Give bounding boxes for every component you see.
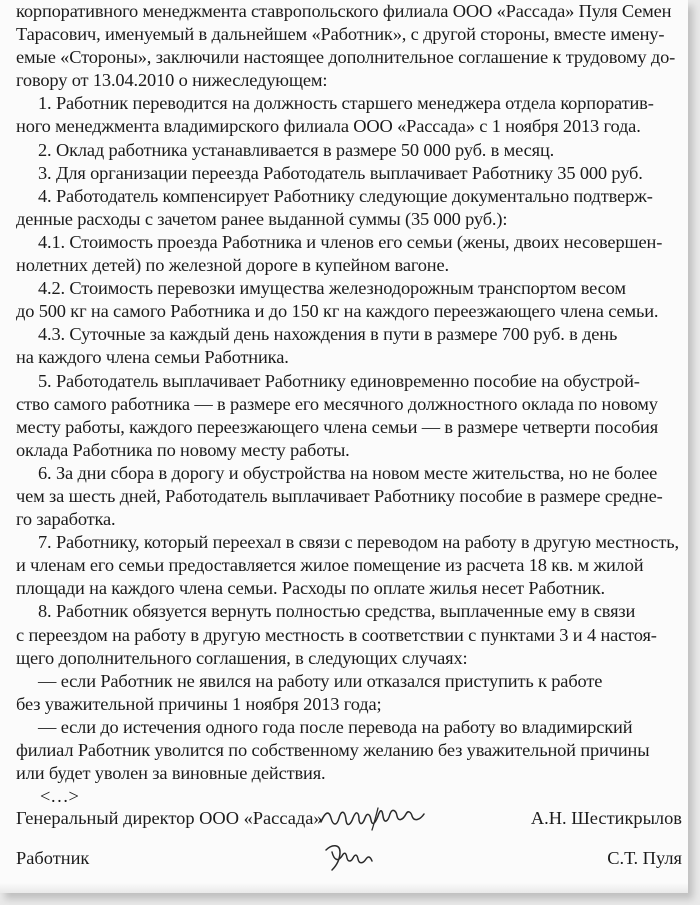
- text-line: без уважительной причины 1 ноября 2013 года;: [16, 693, 382, 714]
- text-line: оклада Работника по новому месту работы.: [16, 439, 350, 460]
- employer-name: А.Н. Шестикрылов: [530, 808, 682, 828]
- text-line: 2. Оклад работника устанавливается в размере 50 000 руб. в месяц.: [38, 139, 555, 160]
- text-line: и членам его семьи предоставляется жилое помещение из расчета 18 кв. м жилой: [16, 555, 644, 576]
- employer-signature-row: [16, 806, 682, 830]
- text-line: 3. Для организации переезда Работодатель выплачивает Работнику 35 000 руб.: [38, 162, 643, 183]
- text-line: 1. Работник переводится на должность старшего менеджера отдела корпоратив-: [38, 93, 654, 114]
- text-line: 5. Работодатель выплачивает Работнику единовременно пособие на обустрой-: [38, 370, 640, 391]
- text-line: — если Работник не явился на работу или отказался приступить к работе: [38, 670, 603, 691]
- text-line: чем за шесть дней, Работодатель выплачивает Работнику пособие в размере средне-: [16, 485, 663, 506]
- text-line: нолетних детей) по железной дороге в купейном вагоне.: [16, 255, 449, 276]
- employee-signature-row: [16, 846, 682, 870]
- ellipsis-marker: <…>: [40, 786, 79, 807]
- document-body: [16, 0, 686, 808]
- text-line: корпоративного менеджмента ставропольского филиала ООО «Рассада» Пуля Семен: [16, 1, 672, 21]
- text-line: щего дополнительного соглашения, в следующих случаях:: [16, 647, 468, 668]
- employee-title: Работник: [16, 848, 90, 868]
- text-line: го заработка.: [16, 509, 116, 530]
- text-line: 4.3. Суточные за каждый день нахождения в пути в размере 700 руб. в день: [38, 324, 618, 345]
- text-line: с переездом на работу в другую местность в соответствии с пунктами 3 и 4 настоя-: [16, 624, 657, 645]
- text-line: говору от 13.04.2010 о нижеследующем:: [16, 70, 328, 91]
- text-line: денные расходы с зачетом ранее выданной суммы (35 000 руб.):: [16, 208, 508, 229]
- text-line: ного менеджмента владимирского филиала ООО «Рассада» с 1 ноября 2013 года.: [16, 116, 641, 137]
- text-line: до 500 кг на самого Работника и до 150 кг на каждого переезжающего члена семьи.: [16, 301, 659, 322]
- text-line: площади на каждого члена семьи. Расходы по оплате жилья несет Работник.: [16, 578, 605, 599]
- text-line: — если до истечения одного года после перевода на работу во владимирский: [38, 716, 633, 737]
- employer-signature: [318, 802, 458, 834]
- text-line: Тарасович, именуемый в дальнейшем «Работник», с другой стороны, вместе имену-: [16, 24, 665, 45]
- text-line: 4.1. Стоимость проезда Работника и членов его семьи (жены, двоих несовершен-: [38, 231, 663, 252]
- employee-name: С.Т. Пуля: [607, 848, 682, 868]
- text-line: 6. За дни сбора в дорогу и обустройства на новом месте жительства, но не более: [38, 462, 658, 483]
- text-line: ство самого работника — в размере его месячного должностного оклада по новому: [16, 393, 658, 414]
- text-line: 7. Работнику, который переехал в связи с переводом на работу в другую местность,: [38, 532, 679, 553]
- text-line: 4.2. Стоимость перевозки имущества железнодорожным транспортом весом: [38, 278, 626, 299]
- employee-signature: [322, 840, 378, 874]
- text-line: филиал Работник уволится по собственному желанию без уважительной причины: [16, 740, 650, 760]
- text-line: 8. Работник обязуется вернуть полностью средства, выплаченные ему в связи: [38, 601, 636, 622]
- employer-title: Генеральный директор ООО «Рассада»: [16, 808, 323, 828]
- text-line: или будет уволен за виновные действия.: [16, 763, 326, 784]
- text-line: емые «Стороны», заключили настоящее дополнительное соглашение к трудовому до-: [16, 47, 676, 68]
- text-line: 4. Работодатель компенсирует Работнику следующие документально подтверж-: [38, 185, 653, 206]
- text-line: на каждого члена семьи Работника.: [16, 347, 289, 368]
- text-line: месту работы, каждого переезжающего члена семьи — в размере четверти пособия: [16, 416, 659, 437]
